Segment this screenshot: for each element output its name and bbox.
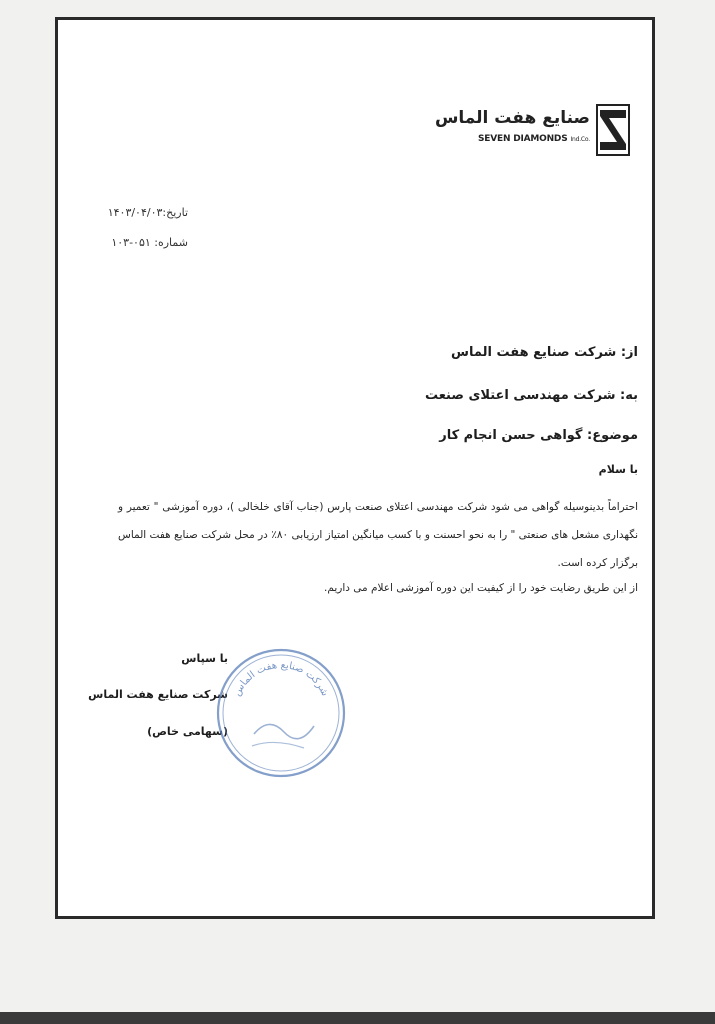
signature-thanks: با سپاس <box>181 652 228 665</box>
letter-closing: از این طریق رضایت خود را از کیفیت این دوره آموزشی اعلام می داریم. <box>324 582 638 594</box>
signature-company: شرکت صنایع هفت الماس <box>88 688 228 701</box>
letter-greeting: با سلام <box>598 463 638 476</box>
company-name-en <box>478 134 590 144</box>
company-stamp <box>214 646 348 780</box>
letter-from: از: شرکت صنایع هفت الماس <box>451 345 638 360</box>
diamond-logo-icon <box>596 104 630 156</box>
letter-to: به: شرکت مهندسی اعتلای صنعت <box>424 388 638 403</box>
company-name-fa: صنایع هفت الماس <box>434 108 590 128</box>
company-name-en-suffix: Ind.Co. <box>570 136 590 143</box>
letter-body: احتراماً بدینوسیله گواهی می شود شرکت مهندسی اعتلای صنعت پارس (جناب آقای خلخالی )، دوره آموزشی " تعمیر و نگهداری مشعل های صنعتی " را به نحو احسنت و با کسب میانگین امتیاز ارزیابی ۸۰٪ در محل شرکت صنایع هفت الماس برگزار کرده است. <box>118 501 638 569</box>
letterhead-logo <box>434 104 630 162</box>
letter-number: شماره: ۰۵۱-۱۰۳ <box>111 236 188 249</box>
svg-text:شرکت صنایع هفت الماس <box>232 660 331 698</box>
company-name-en-text: SEVEN DIAMONDS <box>478 134 568 144</box>
letter-subject: موضوع: گواهی حسن انجام کار <box>439 428 638 443</box>
scan-edge <box>0 1012 715 1024</box>
stamp-text: شرکت صنایع هفت الماس <box>231 659 331 698</box>
letter-date: تاریخ:۱۴۰۳/۰۴/۰۳ <box>107 206 188 219</box>
signature-company-type: (سهامی خاص) <box>147 725 228 738</box>
